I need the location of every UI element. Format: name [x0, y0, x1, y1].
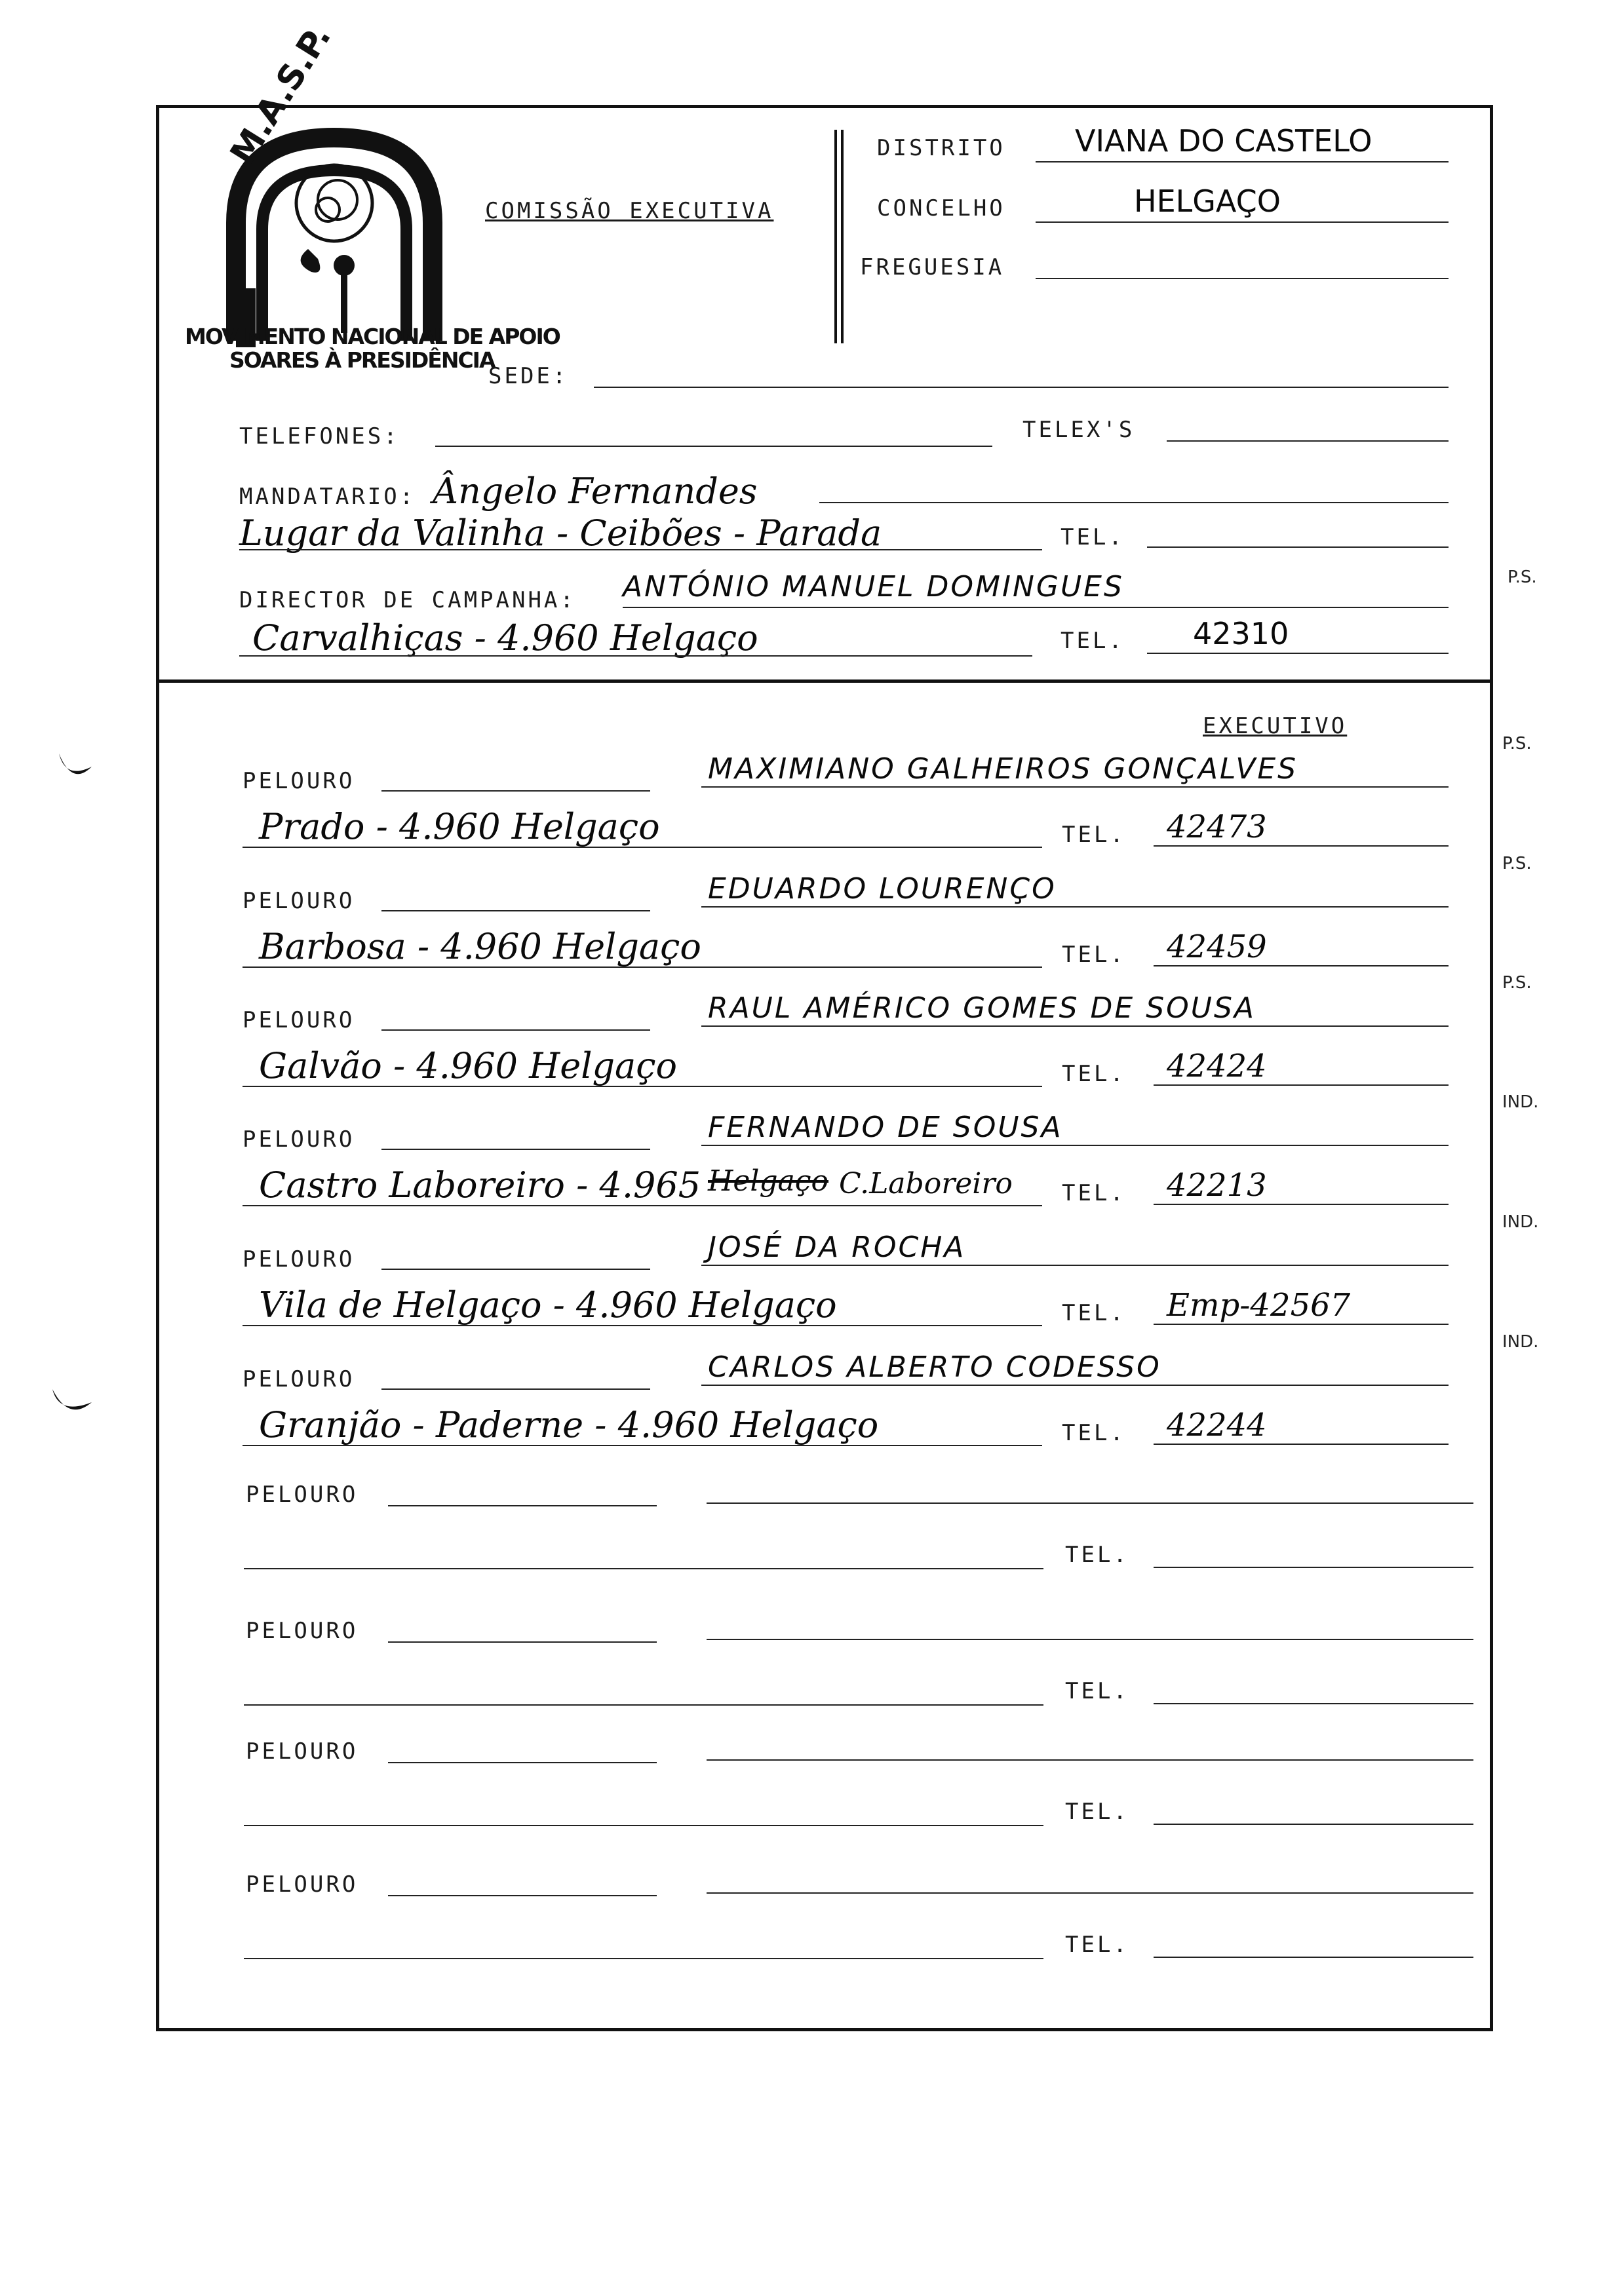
form-line	[707, 1502, 1473, 1504]
member-name: FERNANDO DE SOUSA	[708, 1111, 1063, 1144]
member-address: Barbosa - 4.960 Helgaço	[259, 926, 701, 967]
tel-label: TEL.	[1065, 1678, 1129, 1704]
form-line	[388, 1505, 657, 1506]
telefones-label: TELEFONES:	[239, 423, 400, 450]
member-name: MAXIMIANO GALHEIROS GONÇALVES	[708, 752, 1298, 786]
form-line	[381, 1149, 650, 1150]
form-line	[701, 786, 1449, 788]
pelouro-label: PELOURO	[243, 1366, 355, 1392]
director-party: P.S.	[1508, 567, 1537, 587]
form-line	[243, 847, 1042, 848]
member-tel: 42244	[1167, 1407, 1267, 1444]
member-address: Prado - 4.960 Helgaço	[259, 806, 660, 847]
form-line	[1154, 1567, 1473, 1568]
tel-label: TEL.	[1065, 1799, 1129, 1825]
freguesia-label: FREGUESIA	[860, 254, 1005, 280]
pelouro-label: PELOURO	[243, 1246, 355, 1272]
director-name: ANTÓNIO MANUEL DOMINGUES	[623, 570, 1124, 603]
section-divider	[156, 679, 1493, 683]
logo-line1: MOVIMENTO NACIONAL DE APOIO	[185, 324, 560, 349]
member-party: P.S.	[1502, 854, 1532, 873]
form-line	[243, 1086, 1042, 1087]
member-address-tail: C.Laboreiro	[839, 1167, 1013, 1200]
tel-label: TEL.	[1062, 822, 1126, 848]
form-line	[1154, 1204, 1449, 1205]
distrito-value: VIANA DO CASTELO	[1075, 123, 1372, 159]
member-party: P.S.	[1502, 734, 1532, 754]
form-line	[1154, 1444, 1449, 1445]
logo-line2: SOARES À PRESIDÊNCIA	[229, 347, 495, 373]
form-line	[1154, 845, 1449, 847]
tel-label: TEL.	[1065, 1932, 1129, 1958]
member-address: Vila de Helgaço - 4.960 Helgaço	[259, 1284, 837, 1326]
director-tel-label: TEL.	[1060, 628, 1125, 654]
form-line	[1154, 1324, 1449, 1325]
header-separator-double	[841, 130, 844, 343]
pelouro-label: PELOURO	[246, 1871, 359, 1898]
pelouro-label: PELOURO	[243, 1126, 355, 1153]
form-line	[707, 1639, 1473, 1640]
concelho-label: CONCELHO	[877, 195, 1005, 221]
form-line	[1154, 1957, 1473, 1958]
telex-label: TELEX'S	[1022, 417, 1135, 443]
form-line	[1154, 965, 1449, 966]
pelouro-label: PELOURO	[246, 1738, 359, 1765]
form-line	[243, 1445, 1042, 1446]
form-line	[707, 1892, 1473, 1894]
member-party: IND.	[1502, 1332, 1539, 1352]
form-line	[701, 1265, 1449, 1266]
form-line	[701, 1385, 1449, 1386]
mandatario-name: Ângelo Fernandes	[433, 470, 758, 512]
mandatario-tel-label: TEL.	[1060, 524, 1125, 550]
member-address-struck: Helgaço	[708, 1164, 829, 1198]
form-line	[388, 1762, 657, 1763]
member-party: P.S.	[1502, 973, 1532, 993]
member-address: Castro Laboreiro - 4.965	[259, 1164, 701, 1206]
punch-hole-bottom	[46, 1383, 98, 1425]
form-line	[381, 910, 650, 911]
form-line	[701, 1025, 1449, 1027]
form-line	[243, 1325, 1042, 1326]
director-label: DIRECTOR DE CAMPANHA:	[239, 587, 576, 613]
pelouro-label: PELOURO	[243, 888, 355, 914]
member-name: JOSÉ DA ROCHA	[708, 1231, 966, 1264]
form-line	[244, 1568, 1043, 1569]
pelouro-label: PELOURO	[243, 1007, 355, 1033]
member-address: Galvão - 4.960 Helgaço	[259, 1045, 677, 1086]
pelouro-label: PELOURO	[243, 768, 355, 794]
form-line	[388, 1641, 657, 1643]
member-name: RAUL AMÉRICO GOMES DE SOUSA	[708, 991, 1256, 1025]
punch-hole-top	[52, 747, 98, 790]
form-line	[243, 1205, 1042, 1206]
member-tel: 42459	[1167, 928, 1267, 965]
form-line	[388, 1895, 657, 1896]
form-line	[707, 1759, 1473, 1761]
header-separator	[834, 130, 837, 343]
form-line	[701, 1145, 1449, 1146]
member-party: IND.	[1502, 1212, 1539, 1232]
member-tel: 42213	[1167, 1167, 1267, 1204]
tel-label: TEL.	[1062, 1420, 1126, 1446]
member-party: IND.	[1502, 1092, 1539, 1112]
member-name: CARLOS ALBERTO CODESSO	[708, 1350, 1161, 1384]
mandatario-address: Lugar da Valinha - Ceibões - Parada	[239, 512, 882, 554]
executivo-header: EXECUTIVO	[1203, 713, 1348, 739]
form-line	[243, 966, 1042, 968]
sede-label: SEDE:	[488, 363, 569, 389]
pelouro-label: PELOURO	[246, 1618, 359, 1644]
form-line	[381, 1269, 650, 1270]
tel-label: TEL.	[1062, 1300, 1126, 1326]
member-name: EDUARDO LOURENÇO	[708, 872, 1057, 906]
director-tel: 42310	[1193, 616, 1289, 651]
tel-label: TEL.	[1065, 1542, 1129, 1568]
form-line	[1154, 1084, 1449, 1086]
mandatario-label: MANDATARIO:	[239, 484, 416, 510]
form-line	[244, 1958, 1043, 1959]
form-line	[244, 1704, 1043, 1706]
concelho-value: HELGAÇO	[1134, 183, 1281, 219]
form-line	[1154, 1703, 1473, 1704]
tel-label: TEL.	[1062, 942, 1126, 968]
form-line	[381, 1029, 650, 1031]
member-address: Granjão - Paderne - 4.960 Helgaço	[259, 1404, 879, 1445]
director-address: Carvalhiças - 4.960 Helgaço	[252, 617, 758, 659]
commission-label: COMISSÃO EXECUTIVA	[485, 198, 774, 224]
member-tel: Emp-42567	[1167, 1287, 1351, 1324]
tel-label: TEL.	[1062, 1061, 1126, 1087]
form-line	[244, 1825, 1043, 1826]
form-line	[381, 790, 650, 792]
form-line	[381, 1388, 650, 1390]
distrito-label: DISTRITO	[877, 135, 1005, 161]
member-tel: 42424	[1167, 1048, 1267, 1084]
logo-acronym: M.A.S.P.	[223, 18, 340, 172]
tel-label: TEL.	[1062, 1180, 1126, 1206]
pelouro-label: PELOURO	[246, 1482, 359, 1508]
form-line	[1154, 1824, 1473, 1825]
form-line	[701, 906, 1449, 908]
member-tel: 42473	[1167, 809, 1267, 845]
